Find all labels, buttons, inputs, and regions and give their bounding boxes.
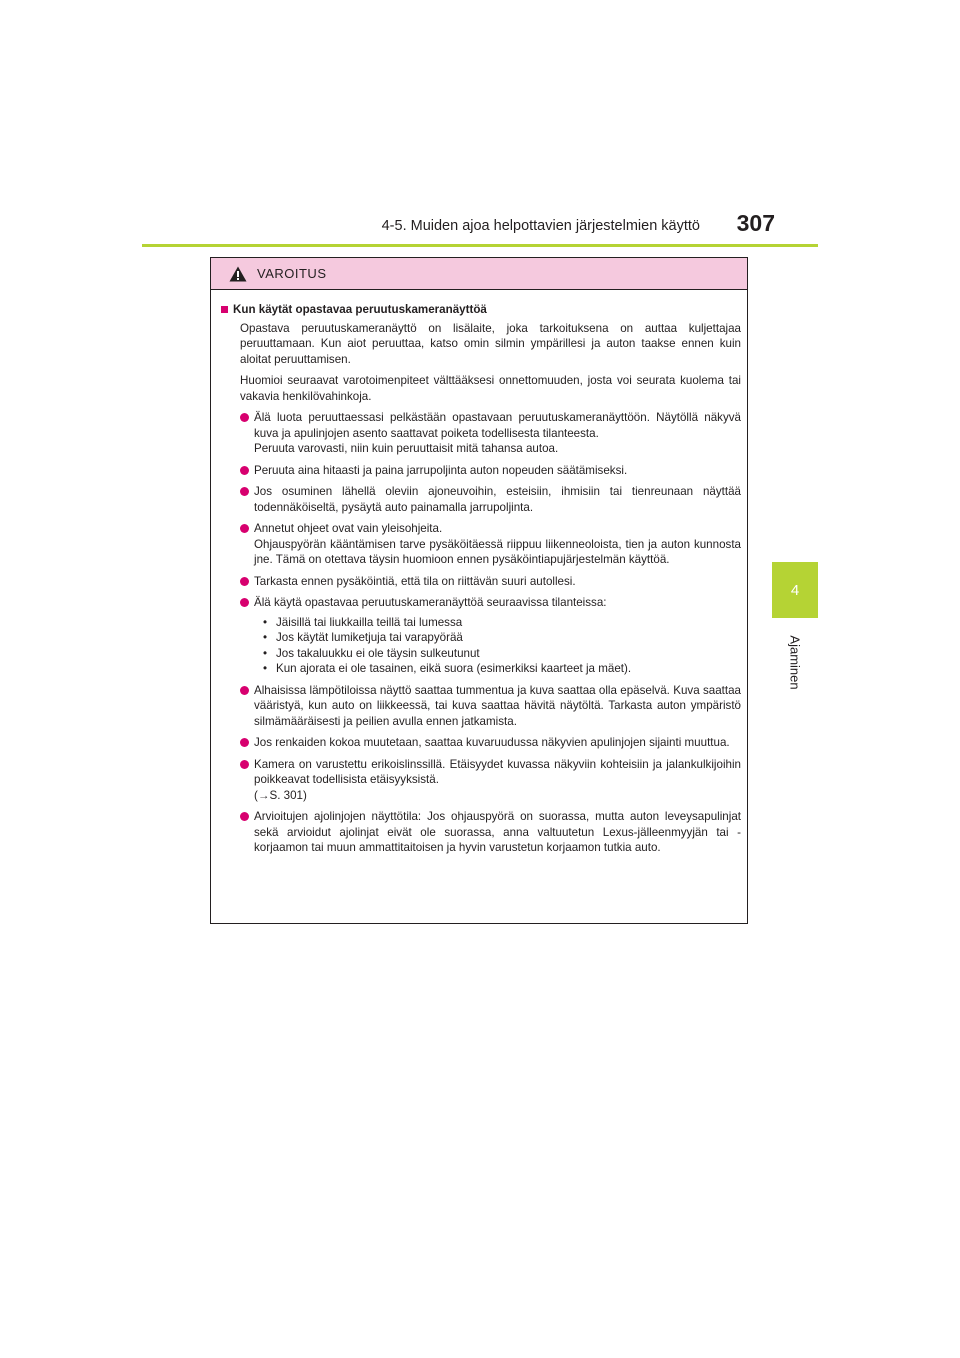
round-bullet-icon [240, 466, 249, 475]
round-bullet-icon [240, 738, 249, 747]
bullet-text: Jos osuminen lähellä oleviin ajoneuvoihin, esteisiin, ihmisiin tai tienreunaan näyttää todennäköiseltä, pysäytä auto painamalla jarrupoljinta. [254, 485, 741, 514]
sub-list-item: • Jos käytät lumiketjuja tai varapyörää [260, 630, 741, 646]
bullet-body [254, 574, 741, 590]
bullet-text: Jos renkaiden kokoa muutetaan, saattaa kuvaruudussa näkyvien apulinjojen sijainti muuttua. [254, 736, 730, 749]
header-rule [142, 244, 818, 247]
chapter-title: Ajaminen [787, 634, 803, 690]
chapter-number-tab [772, 562, 818, 618]
warning-bullet-item [240, 757, 741, 804]
bullet-text: (→S. 301) [254, 788, 307, 802]
page-number: 307 [736, 210, 775, 236]
bullet-body [254, 410, 741, 457]
running-header-title: 4-5. Muiden ajoa helpottavien järjestelmien käyttö [381, 218, 700, 234]
bullet-text: Peruuta aina hitaasti ja paina jarrupoljinta auton nopeuden säätämiseksi. [254, 463, 628, 477]
warning-bullet-item [240, 683, 741, 730]
sub-list [254, 615, 741, 677]
sub-list-item: • Jos takaluukku ei ole täysin sulkeutunut [260, 646, 741, 662]
bullet-text: Älä käytä opastavaa peruutuskameranäyttöä seuraavissa tilanteissa: [254, 596, 607, 609]
warning-header [211, 258, 747, 290]
bullet-body [254, 757, 741, 804]
warning-bullet-item [240, 410, 741, 457]
warning-content [211, 290, 747, 856]
warning-bullet-item [240, 809, 741, 856]
bullet-body [254, 463, 741, 479]
sub-list-item: • Jäisillä tai liukkailla teillä tai lumessa [260, 615, 741, 631]
chapter-title-tab [772, 622, 818, 702]
round-bullet-icon [240, 413, 249, 422]
bullet-text: Alhaisissa lämpötiloissa näyttö saattaa tummentua ja kuva saattaa olla epäselvä. Kuva saattaa vääristyä, kun auto on liikkeessä, tai kuva saattaa hävitä näytöltä. Tarkasta auton ympäristö silmämääräisesti ja peilien avulla ennen jatkamista. [254, 683, 741, 728]
sub-list-item: • Kun ajorata ei ole tasainen, eikä suora (esimerkiksi kaarteet ja mäet). [260, 661, 741, 677]
bullet-body [254, 683, 741, 730]
bullet-body [254, 484, 741, 515]
section-heading-text: Kun käytät opastavaa peruutuskameranäyttöä [233, 303, 487, 316]
warning-box [210, 257, 748, 924]
bullet-text: Älä luota peruuttaessasi pelkästään opastavaan peruutuskameranäyttöön. Näytöllä näkyvä kuva ja apulinjojen asento saattavat poiketa todellisesta tilanteesta. [254, 411, 741, 440]
intro-paragraph: Huomioi seuraavat varotoimenpiteet välttääksesi onnettomuuden, josta voi seurata kuolema tai vakavia henkilövahinkoja. [240, 374, 741, 403]
warning-bullet-item [240, 521, 741, 568]
round-bullet-icon [240, 760, 249, 769]
round-bullet-icon [240, 686, 249, 695]
round-bullet-icon [240, 812, 249, 821]
bullet-text: Tarkasta ennen pysäköintiä, että tila on riittävän suuri autollesi. [254, 574, 576, 588]
warning-bullet-item [240, 595, 741, 677]
bullet-text: Kamera on varustettu erikoislinssillä. Etäisyydet kuvassa näkyviin kohteisiin ja jalankulkijoihin poikkeavat todellisista etäisyyksistä. [254, 757, 741, 786]
bullet-text: Ohjauspyörän kääntämisen tarve pysäköitäessä riippuu liikenneoloista, tien ja auton kunnosta jne. Tämä on otettava täysin huomioon ennen pysäköintiapujärjestelmän käyttöä. [254, 537, 741, 566]
chapter-number: 4 [790, 581, 800, 599]
round-bullet-icon [240, 524, 249, 533]
warning-bullet-item [240, 735, 741, 751]
bullet-body [254, 595, 741, 677]
bullet-body [254, 809, 741, 856]
warning-triangle-icon [229, 266, 247, 282]
bullet-text: Arvioitujen ajolinjojen näyttötila: Jos ohjauspyörä on suorassa, mutta auton leveysapulinjat sekä arvioidut ajolinjat eivät ole suorassa, anna valtuutetun Lexus-jälleenmyyjän tai -korjaamon tai muun ammattitaitoisen ja hyvin varustetun korjaamon tutkia auto. [254, 810, 741, 854]
bullet-body [254, 735, 741, 751]
bullet-text: Peruuta varovasti, niin kuin peruuttaisit mitä tahansa autoa. [254, 442, 559, 455]
round-bullet-icon [240, 487, 249, 496]
warning-bullet-item [240, 484, 741, 515]
warning-label: VAROITUS [257, 266, 327, 281]
bullet-text: Annetut ohjeet ovat vain yleisohjeita. [254, 522, 443, 535]
warning-bullet-item [240, 574, 741, 590]
intro-paragraph: Opastava peruutuskameranäyttö on lisälaite, joka tarkoituksena on auttaa kuljettajaa peruuttamaan. Kun aiot peruuttaa, katso omin silmin ympärillesi ja auton taakse ennen kuin aloitat peruuttamisen. [240, 321, 741, 366]
round-bullet-icon [240, 577, 249, 586]
warning-bullet-item [240, 463, 741, 479]
section-heading [221, 302, 741, 318]
round-bullet-icon [240, 598, 249, 607]
warning-bullet-list [221, 410, 741, 856]
square-bullet-icon [221, 306, 228, 313]
bullet-body [254, 521, 741, 568]
